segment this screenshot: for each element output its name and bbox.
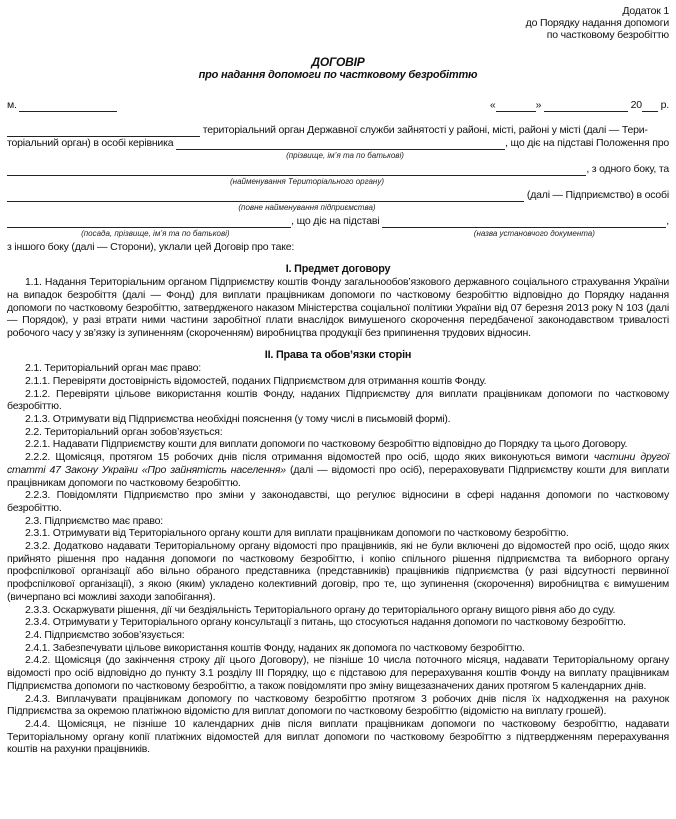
preamble-line-3 xyxy=(7,163,669,176)
caption-document: (назва установчого документа) xyxy=(473,229,595,238)
clause-2-4: 2.4. Підприємство зобов’язується: xyxy=(25,628,185,641)
date-field xyxy=(490,99,669,112)
section-2-heading: II. Права та обов’язки сторін xyxy=(264,348,412,361)
preamble-line-4 xyxy=(7,189,669,202)
clause-2-2-1: 2.2.1. Надавати Підприємству кошти для виплати допомоги по частковому безробіттю відповідно до Порядку та цього Договору. xyxy=(25,438,628,451)
preamble-closing: з іншого боку (далі — Сторони), уклали цей Договір про таке: xyxy=(7,241,295,253)
blank-representative xyxy=(7,216,291,228)
clause-2-2: 2.2. Територіальний орган зобов’язується: xyxy=(25,425,223,438)
blank-city xyxy=(19,100,117,112)
appendix-line: Додаток 1 xyxy=(622,5,669,17)
blank-founding-document xyxy=(382,216,666,228)
city-field xyxy=(7,99,117,112)
preamble-text: торіальний орган) в особі керівника xyxy=(7,137,177,149)
caption-row xyxy=(7,151,669,161)
clause-2-1-1: 2.1.1. Перевіряти достовірність відомостей, поданих Підприємством для отримання коштів Фонду. xyxy=(25,374,487,387)
clause-2-1-3: 2.1.3. Отримувати від Підприємства необхідні пояснення (у тому числі в письмовій формі). xyxy=(25,413,451,426)
preamble-text: , що діє на підставі xyxy=(291,215,383,227)
preamble-line-1 xyxy=(7,124,669,137)
clause-2-4-4: 2.4.4. Щомісяця, не пізніше 10 календарних днів після виплати працівникам допомоги по частковому безробіттю, надавати Територіальному органу копії платіжних відомостей для виплат допомоги по частковому безробіттю з підтвердженням перерахування коштів на рахунки працівників. xyxy=(7,717,669,756)
caption-org-name: (найменування Територіального органу) xyxy=(230,177,384,186)
clause-2-3-2: 2.3.2. Додатково надавати Територіальному органу відомості про працівників, які не були включені до відомостей про осіб, щодо яких прийнято рішення про надання допомоги по частковому безробіттю, і копію спільного рішення підприємства та виборного органу профспілкової організації або вільно обраного представника (представників) працівників підприємства (у разі відсутності первинної профспілкової організації), з якою (яким) укладено колективний договір, про те, що зупинення (скорочення) виробництва є вимушеним (вичерпано всі можливі заходи запобігання). xyxy=(7,540,669,603)
clause-2-4-3: 2.4.3. Виплачувати працівникам допомогу по частковому безробіттю протягом 3 робочих днів після їх надходження на рахунок Підприємства за окремою платіжною відомістю для виплат допомоги по частковому безробіттю (відомістю на виплату грошей). xyxy=(7,692,669,718)
clause-2-3: 2.3. Підприємство має право: xyxy=(25,514,163,527)
clause-2-3-4: 2.3.4. Отримувати у Територіального органу консультації з питань, що стосуються надання допомоги по частковому безробіттю. xyxy=(25,616,626,629)
caption-row xyxy=(7,203,669,213)
section-1-heading: I. Предмет договору xyxy=(285,262,391,275)
blank-year xyxy=(642,100,658,112)
clause-2-2-2-text: (далі — відомості про осіб), перераховувати Підприємству кошти для виплати працівникам допомоги по частковому безробіттю. xyxy=(7,463,670,489)
caption-position: (посада, прізвище, ім’я та по батькові) xyxy=(81,229,230,238)
caption-fullname: (прізвище, ім’я та по батькові) xyxy=(286,151,404,160)
caption-company-name: (повне найменування підприємства) xyxy=(238,203,376,212)
document-title-block xyxy=(7,56,669,82)
year-prefix: 20 xyxy=(627,99,642,111)
year-suffix: р. xyxy=(657,99,669,111)
blank-head-fullname xyxy=(176,138,505,150)
caption-row xyxy=(7,229,669,239)
blank-company-name xyxy=(7,190,524,202)
quote-open: « xyxy=(489,99,496,111)
city-label: м. xyxy=(7,99,20,111)
preamble-text: , з одного боку, та xyxy=(586,163,669,175)
preamble-line-2 xyxy=(7,137,669,150)
city-date-row xyxy=(7,99,669,112)
clause-2-4-1: 2.4.1. Забезпечувати цільове використання коштів Фонду, наданих як допомога по частковому безробіттю. xyxy=(25,641,525,654)
blank-territorial-org xyxy=(7,125,200,137)
caption-row xyxy=(7,177,669,187)
document-title: ДОГОВІР xyxy=(311,55,365,69)
clause-2-3-1: 2.3.1. Отримувати від Територіального органу кошти для виплати працівникам допомоги по частковому безробіттю. xyxy=(25,527,569,540)
preamble-text: , що діє на підставі Положення про xyxy=(505,137,669,149)
caption-spacer xyxy=(304,229,400,239)
blank-org-name xyxy=(7,164,586,176)
preamble-text: (далі — Підприємство) в особі xyxy=(524,189,669,201)
clause-2-1: 2.1. Територіальний орган має право: xyxy=(25,362,201,375)
clause-2-1-2: 2.1.2. Перевіряти цільове використання коштів Фонду, наданих Підприємству для виплати працівникам допомоги по частковому безробіттю. xyxy=(7,387,669,413)
blank-day xyxy=(496,100,536,112)
preamble-line-5 xyxy=(7,215,669,228)
clause-1-1: 1.1. Надання Територіальним органом Підприємству коштів Фонду загальнообов’язкового державного соціального страхування України на випадок безробіття (далі — Фонд) для виплати працівникам допомоги по частковому безробіттю відповідно до Порядку надання допомоги по частковому безробіттю, затвердженого наказом Міністерства соціальної політики України від 07 березня 2013 року N 103 (далі — Порядок), у разі втрати ними частини заробітної плати внаслідок вимушеного скорочення передбаченої законодавством тривалості робочого часу у зв’язку із зупиненням (скороченням) виробництва продукції без припинення трудових відносин. xyxy=(7,276,669,340)
preamble xyxy=(7,124,669,254)
preamble-text: , xyxy=(666,215,669,227)
clause-2-2-2-law-reference: частини другої статті 47 Закону України «Про зайнятість населення» xyxy=(7,451,669,476)
document-subtitle: про надання допомоги по частковому безробіттю xyxy=(198,69,478,81)
appendix-line: по частковому безробіттю xyxy=(546,29,669,41)
quote-close: » xyxy=(535,99,544,111)
appendix-line: до Порядку надання допомоги xyxy=(525,17,669,29)
clause-2-3-3: 2.3.3. Оскаржувати рішення, дії чи бездіяльність Територіального органу до територіального органу вищого рівня або до суду. xyxy=(25,603,616,616)
appendix-reference xyxy=(7,5,669,41)
clause-2-2-2-text: 2.2.2. Щомісяця, протягом 15 робочих днів після отримання відомостей про осіб, щодо яких виконуються вимоги xyxy=(25,451,594,464)
preamble-text: територіальний орган Державної служби зайнятості у районі, місті, районі у місті (далі — Тери- xyxy=(200,124,648,136)
clause-2-2-3: 2.2.3. Повідомляти Підприємство про зміни у законодавстві, що регулює відносини в сфері надання допомоги по частковому безробіттю. xyxy=(7,489,669,514)
clause-2-4-2: 2.4.2. Щомісяця (до закінчення строку дії цього Договору), не пізніше 10 числа поточного місяця, надавати Територіальному органу відомості про осіб відповідно до пункту 3.1 розділу III Порядку, що є підставою для перерахування коштів Фонду на виплату працівникам Підприємства допомоги по частковому безробіттю, а також повідомляти про зміну вищезазначених даних протягом 5 календарних днів. xyxy=(7,654,669,692)
clause-2-2-2 xyxy=(7,451,669,489)
blank-month xyxy=(544,100,628,112)
